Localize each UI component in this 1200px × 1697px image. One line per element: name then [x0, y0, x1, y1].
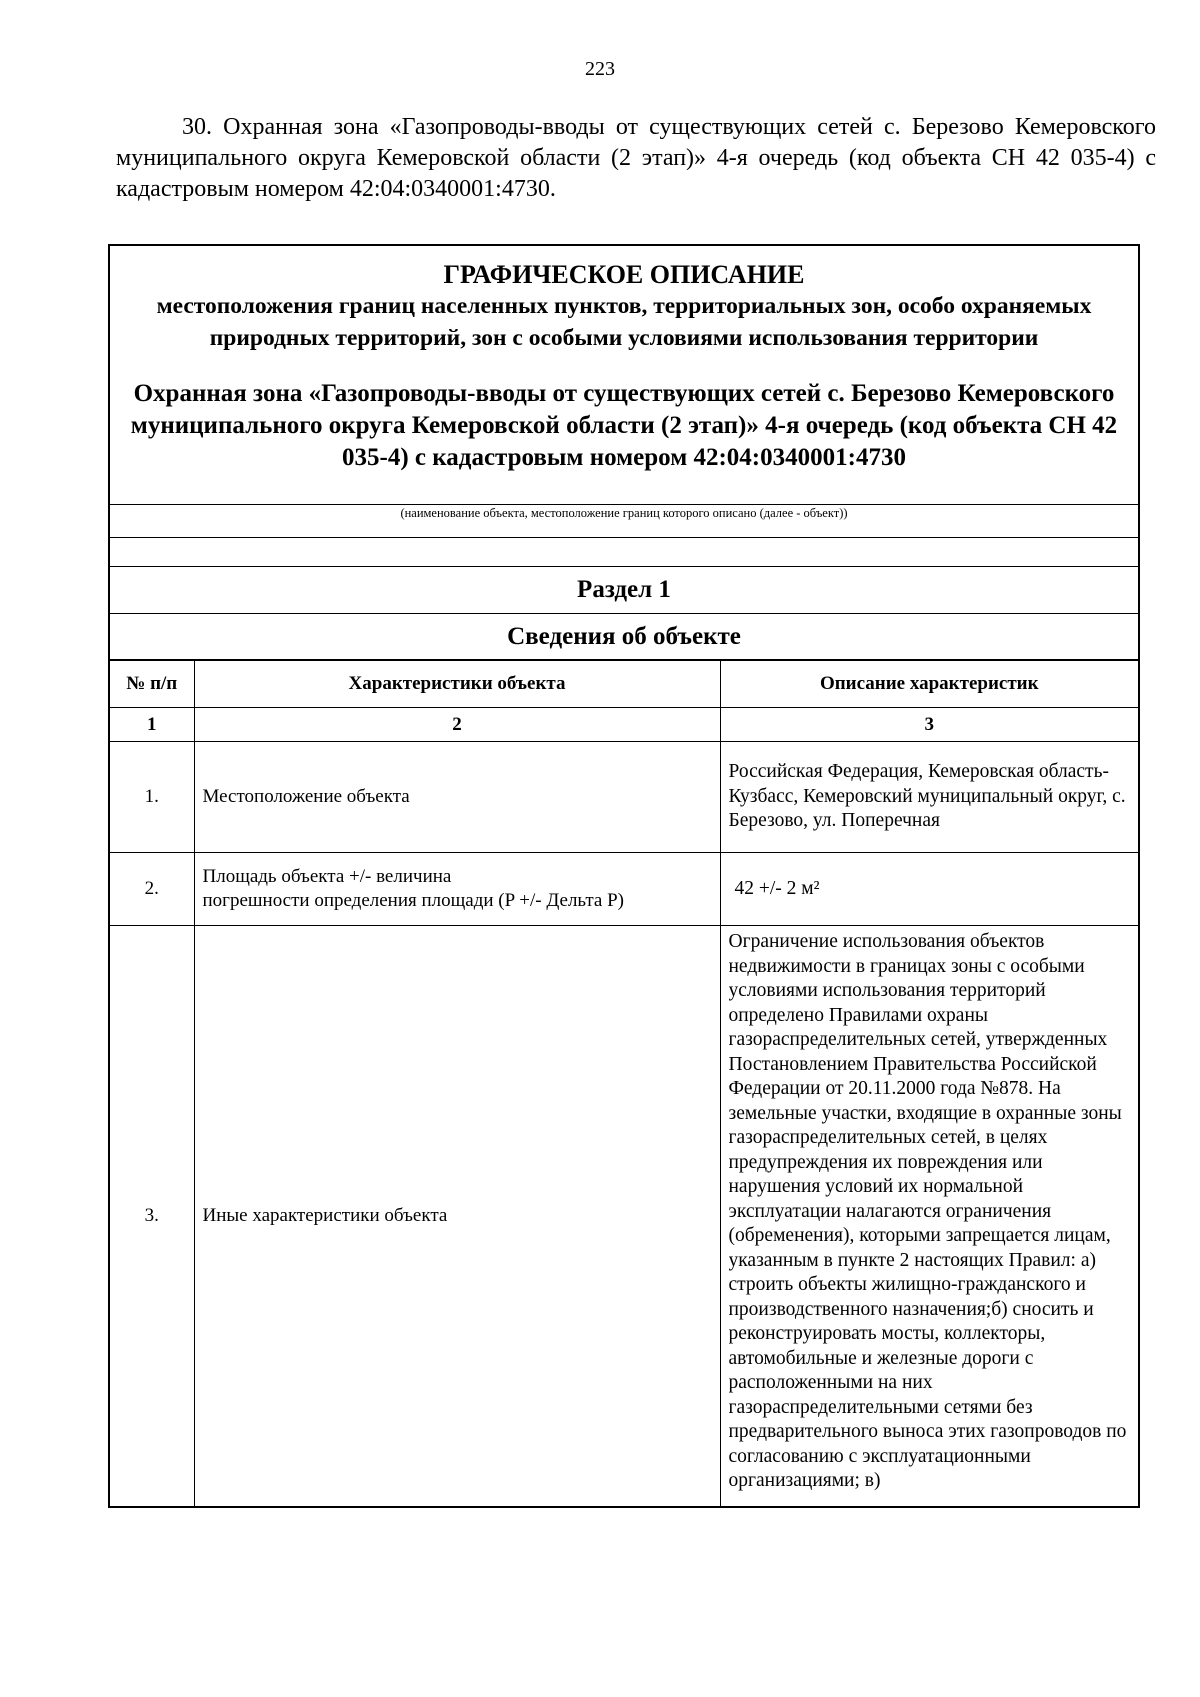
row-number: 1. — [110, 742, 194, 853]
object-name-caption: (наименование объекта, местоположение границ которого описано (далее - объект)) — [110, 505, 1138, 538]
section-title: Раздел 1 — [110, 567, 1138, 614]
row-characteristic-line: погрешности определения площади (P +/- Дельта P) — [202, 890, 624, 911]
column-header-number: № п/п — [110, 661, 194, 708]
column-number-row — [110, 708, 1138, 742]
column-number: 1 — [110, 708, 194, 742]
column-number: 2 — [194, 708, 720, 742]
page-number: 223 — [585, 58, 615, 80]
column-header-characteristic: Характеристики объекта — [194, 661, 720, 708]
row-description: 42 +/- 2 м² — [720, 853, 1138, 926]
row-characteristic — [194, 853, 720, 926]
object-name: Охранная зона «Газопроводы-вводы от существующих сетей с. Березово Кемеровского муниципального округа Кемеровской области (2 этап)» 4-я очередь (код объекта СН 42 035-4) с кадастровым номером 42:04:0340001:4730 — [130, 380, 1118, 471]
row-description: Ограничение использования объектов недвижимости в границах зоны с особыми условиями использования территорий определено Правилами охраны газораспределительных сетей, утвержденных Постановлением Правительства Российской Федерации от 20.11.2000 года №878. На земельные участки, входящие в охранные зоны газораспределительных сетей, в целях предупреждения их повреждения или нарушения условий их нормальной эксплуатации налагаются ограничения (обременения), которыми запрещается лицам, указанным в пункте 2 настоящих Правил: а) строить объекты жилищно-гражданского и производственного назначения;б) сносить и реконструировать мосты, коллекторы, автомобильные и железные дороги с расположенными на них газораспределительными сетями без предварительного выноса этих газопроводов по согласованию с эксплуатационными организациями; в) — [728, 931, 1127, 1491]
spacer-row — [110, 538, 1138, 567]
document-header — [110, 246, 1138, 505]
document-title: ГРАФИЧЕСКОЕ ОПИСАНИЕ — [443, 260, 805, 289]
object-info-table — [110, 660, 1138, 1506]
table-row — [110, 853, 1138, 926]
column-header-description: Описание характеристик — [720, 661, 1138, 708]
row-number: 3. — [110, 926, 194, 1507]
table-row — [110, 926, 1138, 1507]
table-header-row — [110, 661, 1138, 708]
row-characteristic-line: Площадь объекта +/- величина — [202, 866, 452, 887]
table-row — [110, 742, 1138, 853]
row-characteristic: Местоположение объекта — [194, 742, 720, 853]
row-characteristic: Иные характеристики объекта — [194, 926, 720, 1507]
intro-text: 30. Охранная зона «Газопроводы-вводы от существующих сетей с. Березово Кемеровского муниципального округа Кемеровской области (2 этап)» 4-я очередь (код объекта СН 42 035-4) с кадастровым номером 42:04:0340001:4730. — [116, 114, 1156, 202]
intro-paragraph — [116, 112, 1156, 205]
row-description-cell — [720, 926, 1138, 1507]
section-subtitle: Сведения об объекте — [110, 614, 1138, 660]
row-number: 2. — [110, 853, 194, 926]
row-description: Российская Федерация, Кемеровская область-Кузбасс, Кемеровский муниципальный округ, с. Березово, ул. Поперечная — [720, 742, 1138, 853]
column-number: 3 — [720, 708, 1138, 742]
document-subtitle: местоположения границ населенных пунктов, территориальных зон, особо охраняемых природных территорий, зон с особыми условиями использования территории — [156, 293, 1092, 351]
graphic-description-frame — [108, 244, 1140, 1508]
